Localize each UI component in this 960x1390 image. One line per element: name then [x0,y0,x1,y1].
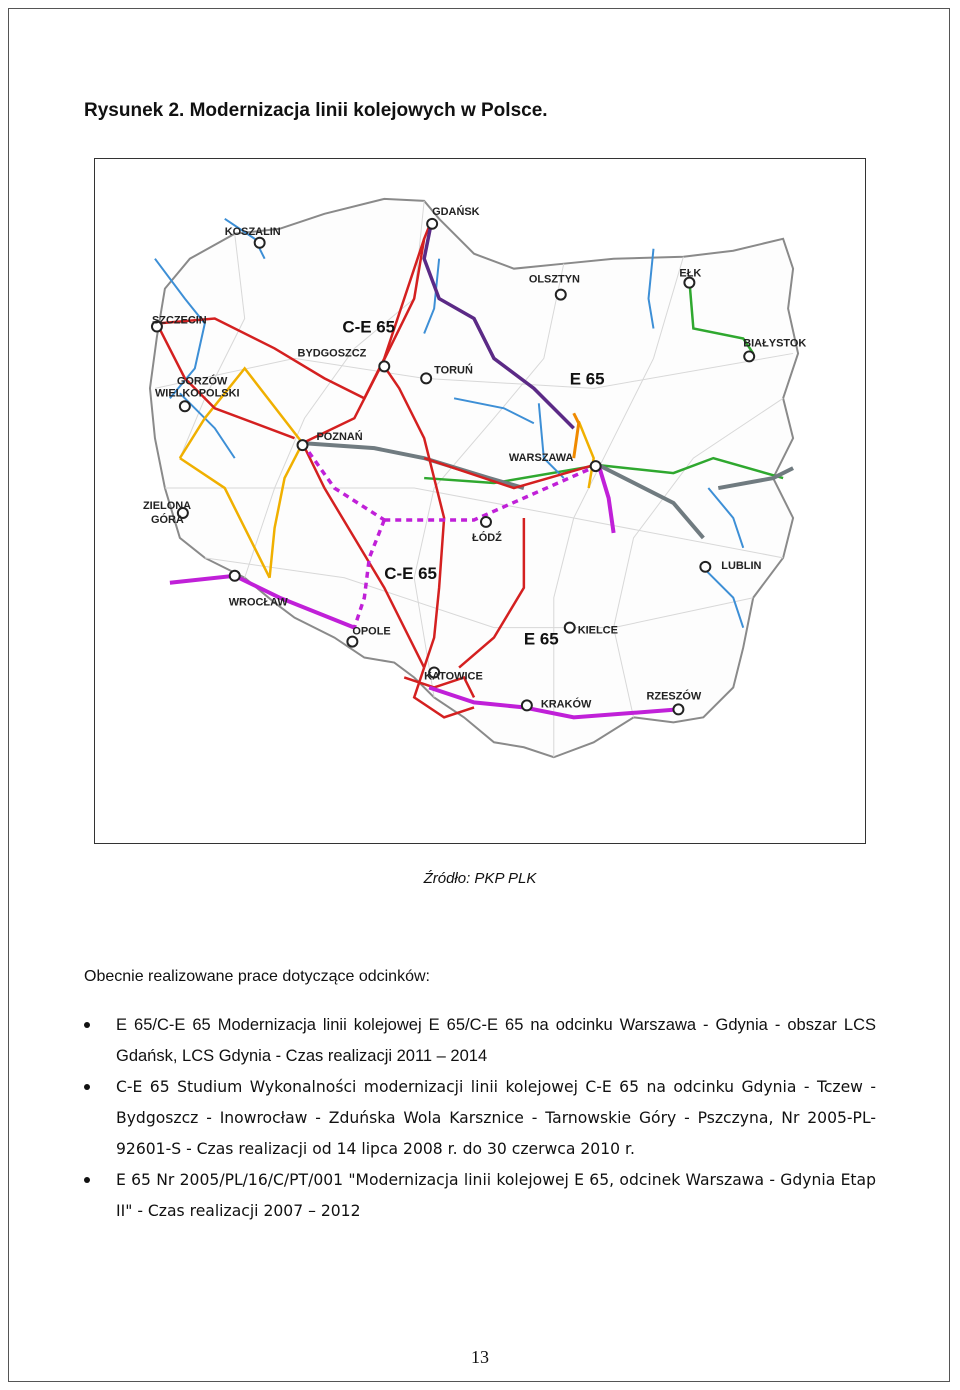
bullet-text: C-E 65 Studium Wykonalności modernizacji linii kolejowej C-E 65 na odcinku Gdynia - Tczew - Bydgoszcz - Inowrocław - Zduńska Wola Karsznice - Tarnowskie Góry - Pszczyna, Nr 2005-PL-92601-S - Czas realizacji od 14 lipca 2008 r. do 30 czerwca 2010 r. [116,1078,876,1158]
marker-warszawa [591,461,601,471]
marker-opole [347,637,357,647]
marker-koszalin [255,238,265,248]
marker-olsztyn [556,290,566,300]
bullet-icon [84,1177,90,1183]
marker-gorzow [180,401,190,411]
label-bydgoszcz: BYDGOSZCZ [297,347,367,360]
label-olsztyn: OLSZTYN [528,273,580,286]
figure-source: Źródło: PKP PLK [423,870,537,887]
figure-title: Rysunek 2. Modernizacja linii kolejowych w Polsce. [84,100,548,121]
label-opole: OPOLE [352,625,391,638]
label-poznan: POZNAŃ [316,431,363,444]
marker-bialystok [744,351,754,361]
intro-text: Obecnie realizowane prace dotyczące odcinków: [84,968,430,985]
marker-lodz [481,517,491,527]
label-katowice: KATOWICE [424,670,483,683]
label-warszawa: WARSZAWA [508,452,574,465]
label-elk: EŁK [679,267,702,280]
list-item [84,1072,876,1165]
label-e65-north: E 65 [569,369,605,389]
label-lodz: ŁÓDŹ [472,531,502,544]
label-koszalin: KOSZALIN [224,225,281,238]
label-e65-south: E 65 [523,629,559,649]
marker-rzeszow [673,704,683,714]
marker-poznan [298,440,308,450]
bullet-icon [84,1084,90,1090]
label-ce65-north: C-E 65 [342,317,396,337]
label-gorzow-2: WIELKOPOLSKI [154,387,240,400]
page-number: 13 [471,1347,489,1367]
label-lublin: LUBLIN [721,559,762,572]
marker-torun [421,373,431,383]
marker-kielce [565,623,575,633]
label-gdansk: GDAŃSK [432,205,480,218]
marker-gdansk [427,219,437,229]
list-item [84,1010,876,1072]
list-item [84,1165,876,1227]
label-kielce: KIELCE [577,624,618,637]
label-torun: TORUŃ [434,364,473,377]
bullet-list [84,1010,876,1227]
marker-wroclaw [230,571,240,581]
railway-map [94,158,866,844]
bullet-text: E 65 Nr 2005/PL/16/C/PT/001 "Modernizacja linii kolejowej E 65, odcinek Warszawa - Gdynia Etap II" - Czas realizacji 2007 – 2012 [116,1171,876,1220]
bullet-icon [84,1022,90,1028]
label-bialystok: BIAŁYSTOK [743,337,807,350]
label-gorzow-1: GORZÓW [176,375,228,388]
bullet-text: E 65/C-E 65 Modernizacja linii kolejowej E 65/C-E 65 na odcinku Warszawa - Gdynia - obszar LCS Gdańsk, LCS Gdynia - Czas realizacji 2011 – 2014 [116,1016,876,1065]
label-szczecin: SZCZECIN [151,314,207,327]
label-krakow: KRAKÓW [540,698,592,711]
label-zielona-1: ZIELONA [142,499,192,512]
marker-lublin [700,562,710,572]
label-wroclaw: WROCŁAW [228,596,288,609]
marker-krakow [522,700,532,710]
label-rzeszow: RZESZÓW [646,690,702,703]
label-zielona-2: GÓRA [150,513,184,526]
marker-bydgoszcz [379,361,389,371]
label-ce65-south: C-E 65 [384,563,437,583]
